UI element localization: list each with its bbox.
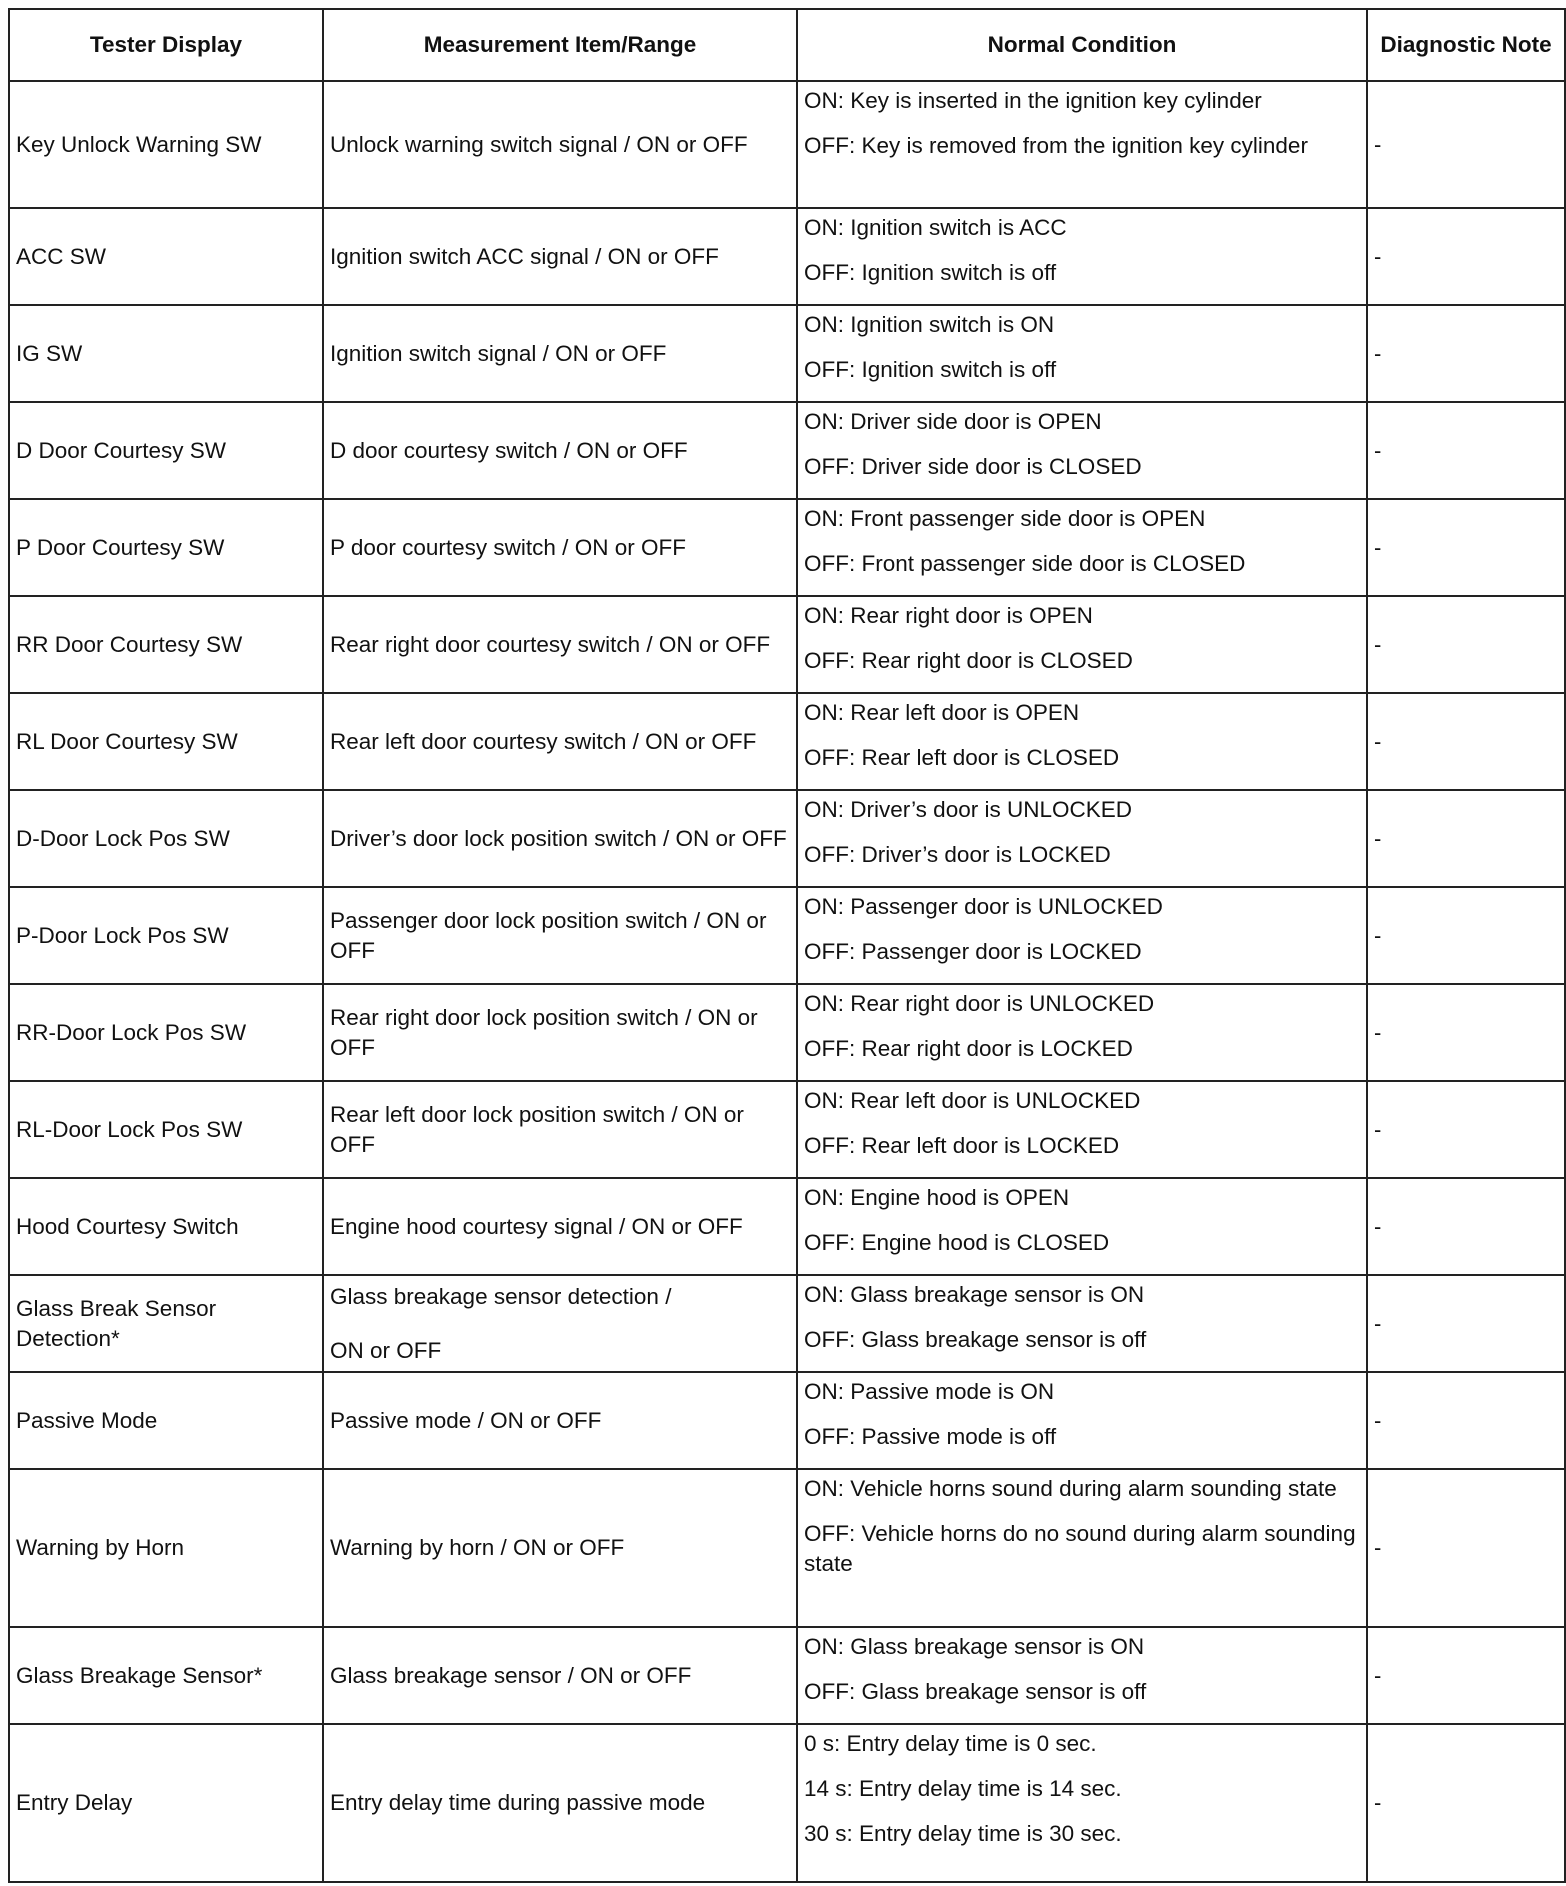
tester-display-cell: ACC SW: [9, 208, 323, 305]
measurement-text: Ignition switch ACC signal / ON or OFF: [330, 243, 719, 269]
table-row: [9, 81, 1565, 208]
normal-condition-cell: [797, 1469, 1367, 1627]
normal-condition-cell: [797, 208, 1367, 305]
header-tester-display: Tester Display: [9, 9, 323, 81]
normal-condition-cell: [797, 984, 1367, 1081]
table-row: [9, 790, 1565, 887]
table-row: [9, 305, 1565, 402]
condition-text: OFF: Rear left door is LOCKED: [804, 1133, 1120, 1158]
measurement-text: Rear right door courtesy switch / ON or OFF: [330, 631, 771, 657]
table-row: [9, 1275, 1565, 1372]
tester-display-cell: Glass Break Sensor Detection*: [9, 1275, 323, 1372]
diagnostic-note-cell: -: [1367, 305, 1565, 402]
condition-text: OFF: Engine hood is CLOSED: [804, 1230, 1110, 1255]
normal-condition-cell: [797, 887, 1367, 984]
table-row: [9, 1372, 1565, 1469]
table-row: [9, 1724, 1565, 1882]
measurement-cell: [323, 1372, 797, 1469]
condition-text: OFF: Rear left door is CLOSED: [804, 745, 1120, 770]
tester-display-cell: RL Door Courtesy SW: [9, 693, 323, 790]
condition-text: ON: Engine hood is OPEN: [804, 1185, 1070, 1210]
measurement-cell: [323, 1724, 797, 1882]
tester-display-cell: Glass Breakage Sensor*: [9, 1627, 323, 1724]
condition-text: ON: Passenger door is UNLOCKED: [804, 894, 1163, 919]
tester-display-cell: Entry Delay: [9, 1724, 323, 1882]
measurement-text: Warning by horn / ON or OFF: [330, 1535, 625, 1560]
table-row: [9, 208, 1565, 305]
measurement-cell: [323, 81, 797, 208]
normal-condition-cell: [797, 1372, 1367, 1469]
measurement-cell: [323, 984, 797, 1081]
table-row: [9, 402, 1565, 499]
condition-text: ON: Front passenger side door is OPEN: [804, 506, 1206, 531]
table-header: [9, 9, 1565, 81]
tester-display-cell: IG SW: [9, 305, 323, 402]
condition-text: OFF: Rear right door is CLOSED: [804, 648, 1133, 673]
diagnostic-note-cell: -: [1367, 1372, 1565, 1469]
table-row: [9, 1081, 1565, 1178]
diagnostic-note-cell: -: [1367, 81, 1565, 208]
condition-text: OFF: Front passenger side door is CLOSED: [804, 551, 1246, 576]
measurement-text: Unlock warning switch signal / ON or OFF: [330, 131, 748, 157]
condition-text: ON: Glass breakage sensor is ON: [804, 1634, 1145, 1659]
normal-condition-cell: [797, 1178, 1367, 1275]
tester-display-cell: D Door Courtesy SW: [9, 402, 323, 499]
measurement-text: Glass breakage sensor detection /: [330, 1283, 672, 1309]
diagnostic-note-cell: -: [1367, 1469, 1565, 1627]
measurement-text: P door courtesy switch / ON or OFF: [330, 534, 686, 560]
condition-text: ON: Rear left door is UNLOCKED: [804, 1088, 1141, 1113]
condition-text: OFF: Passenger door is LOCKED: [804, 939, 1142, 964]
diagnostic-note-cell: -: [1367, 596, 1565, 693]
header-measurement: Measurement Item/Range: [323, 9, 797, 81]
measurement-cell: [323, 1275, 797, 1372]
diagnostic-note-cell: -: [1367, 1627, 1565, 1724]
table-row: [9, 887, 1565, 984]
tester-display-cell: Warning by Horn: [9, 1469, 323, 1627]
tester-display-cell: Passive Mode: [9, 1372, 323, 1469]
normal-condition-cell: [797, 305, 1367, 402]
normal-condition-cell: [797, 790, 1367, 887]
header-row: [9, 9, 1565, 81]
data-monitor-table: [8, 8, 1566, 1883]
table-row: [9, 1469, 1565, 1627]
table-body: [9, 81, 1565, 1882]
measurement-cell: [323, 596, 797, 693]
condition-text: OFF: Passive mode is off: [804, 1424, 1057, 1449]
normal-condition-cell: [797, 499, 1367, 596]
measurement-text: Rear left door lock position switch / ON or OFF: [330, 1101, 744, 1157]
normal-condition-cell: [797, 693, 1367, 790]
condition-text: ON: Driver side door is OPEN: [804, 409, 1102, 434]
condition-text: OFF: Ignition switch is off: [804, 357, 1057, 382]
table-row: [9, 1178, 1565, 1275]
table-row: [9, 1627, 1565, 1724]
condition-text: ON: Glass breakage sensor is ON: [804, 1282, 1145, 1307]
header-normal-condition: Normal Condition: [797, 9, 1367, 81]
table-row: [9, 693, 1565, 790]
measurement-text: Engine hood courtesy signal / ON or OFF: [330, 1213, 743, 1239]
condition-text: ON: Key is inserted in the ignition key cylinder: [804, 88, 1262, 113]
table-row: [9, 596, 1565, 693]
table-row: [9, 499, 1565, 596]
tester-display-cell: RR-Door Lock Pos SW: [9, 984, 323, 1081]
condition-text: ON: Rear left door is OPEN: [804, 700, 1080, 725]
condition-text: ON: Ignition switch is ON: [804, 312, 1055, 337]
tester-display-cell: P-Door Lock Pos SW: [9, 887, 323, 984]
condition-text: OFF: Rear right door is LOCKED: [804, 1036, 1133, 1061]
diagnostic-note-cell: -: [1367, 1724, 1565, 1882]
measurement-text: Driver’s door lock position switch / ON or OFF: [330, 825, 787, 851]
diagnostic-note-cell: -: [1367, 208, 1565, 305]
measurement-text: D door courtesy switch / ON or OFF: [330, 437, 688, 463]
diagnostic-note-cell: -: [1367, 499, 1565, 596]
condition-text: OFF: Glass breakage sensor is off: [804, 1679, 1147, 1704]
measurement-cell: [323, 305, 797, 402]
measurement-text: Passive mode / ON or OFF: [330, 1407, 602, 1433]
measurement-text: Passenger door lock position switch / ON or OFF: [330, 907, 767, 963]
tester-display-cell: RR Door Courtesy SW: [9, 596, 323, 693]
measurement-cell: [323, 887, 797, 984]
normal-condition-cell: [797, 1081, 1367, 1178]
tester-display-cell: RL-Door Lock Pos SW: [9, 1081, 323, 1178]
measurement-cell: [323, 790, 797, 887]
condition-text: OFF: Key is removed from the ignition key cylinder: [804, 133, 1308, 158]
normal-condition-cell: [797, 402, 1367, 499]
condition-text: OFF: Vehicle horns do no sound during alarm sounding state: [804, 1521, 1356, 1576]
measurement-cell: [323, 693, 797, 790]
condition-text: 30 s: Entry delay time is 30 sec.: [804, 1821, 1122, 1846]
condition-text: ON: Driver’s door is UNLOCKED: [804, 797, 1132, 822]
normal-condition-cell: [797, 1275, 1367, 1372]
diagnostic-note-cell: -: [1367, 984, 1565, 1081]
measurement-cell: [323, 499, 797, 596]
normal-condition-cell: [797, 1627, 1367, 1724]
tester-display-cell: Hood Courtesy Switch: [9, 1178, 323, 1275]
measurement-text: Ignition switch signal / ON or OFF: [330, 340, 667, 366]
condition-text: OFF: Glass breakage sensor is off: [804, 1327, 1147, 1352]
measurement-cell: [323, 1469, 797, 1627]
table-row: [9, 984, 1565, 1081]
measurement-text: Rear right door lock position switch / ON or OFF: [330, 1004, 758, 1060]
tester-display-cell: D-Door Lock Pos SW: [9, 790, 323, 887]
measurement-cell: [323, 402, 797, 499]
tester-display-cell: P Door Courtesy SW: [9, 499, 323, 596]
condition-text: OFF: Driver’s door is LOCKED: [804, 842, 1111, 867]
measurement-text: Rear left door courtesy switch / ON or OFF: [330, 728, 757, 754]
measurement-text: ON or OFF: [330, 1337, 442, 1363]
condition-text: 14 s: Entry delay time is 14 sec.: [804, 1776, 1122, 1801]
condition-text: 0 s: Entry delay time is 0 sec.: [804, 1731, 1097, 1756]
measurement-text: Glass breakage sensor / ON or OFF: [330, 1662, 692, 1688]
measurement-text: Entry delay time during passive mode: [330, 1790, 706, 1815]
diagnostic-note-cell: -: [1367, 1081, 1565, 1178]
measurement-cell: [323, 1627, 797, 1724]
condition-text: ON: Rear right door is UNLOCKED: [804, 991, 1155, 1016]
normal-condition-cell: [797, 1724, 1367, 1882]
diagnostic-note-cell: -: [1367, 887, 1565, 984]
measurement-cell: [323, 208, 797, 305]
diagnostic-note-cell: -: [1367, 790, 1565, 887]
diagnostic-note-cell: -: [1367, 693, 1565, 790]
diagnostic-note-cell: -: [1367, 1178, 1565, 1275]
diagnostic-note-cell: -: [1367, 402, 1565, 499]
normal-condition-cell: [797, 81, 1367, 208]
condition-text: ON: Rear right door is OPEN: [804, 603, 1093, 628]
measurement-cell: [323, 1178, 797, 1275]
condition-text: ON: Passive mode is ON: [804, 1379, 1055, 1404]
header-diagnostic-note: Diagnostic Note: [1367, 9, 1565, 81]
condition-text: ON: Vehicle horns sound during alarm sounding state: [804, 1476, 1337, 1501]
measurement-cell: [323, 1081, 797, 1178]
tester-display-cell: Key Unlock Warning SW: [9, 81, 323, 208]
condition-text: OFF: Driver side door is CLOSED: [804, 454, 1142, 479]
normal-condition-cell: [797, 596, 1367, 693]
diagnostic-note-cell: -: [1367, 1275, 1565, 1372]
condition-text: OFF: Ignition switch is off: [804, 260, 1057, 285]
condition-text: ON: Ignition switch is ACC: [804, 215, 1067, 240]
